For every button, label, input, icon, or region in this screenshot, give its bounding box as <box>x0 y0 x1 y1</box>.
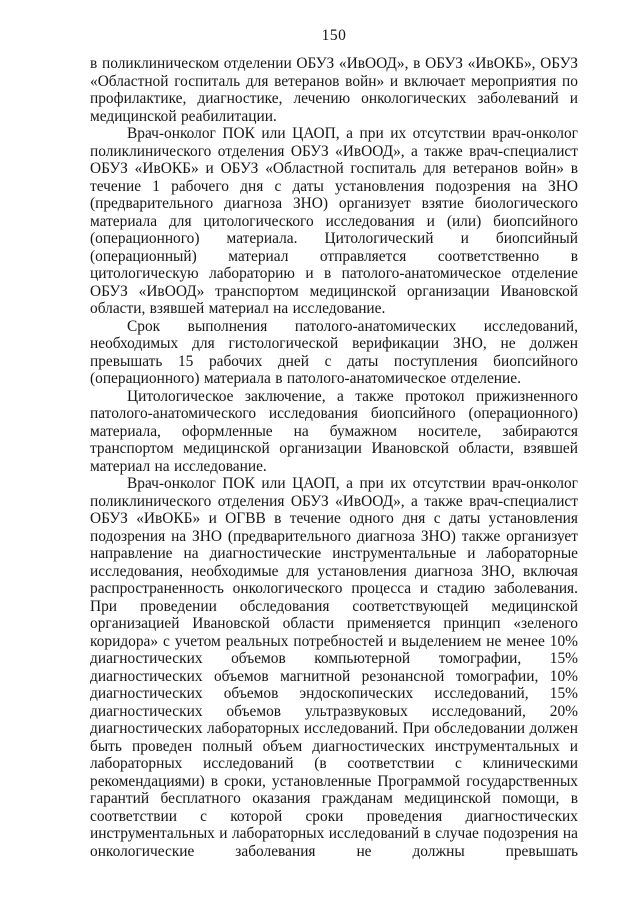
paragraph: Срок выполнения патолого-анатомических исследований, необходимых для гистологической верификации ЗНО, не должен превышать 15 рабочих дней с даты поступления биопсийного (операционного) материала в патолого-анатомическое отделение. <box>90 317 578 387</box>
paragraph-incomplete: Врач-онколог ПОК или ЦАОП, а при их отсутствии врач-онколог поликлинического отделения ОБУЗ «ИвООД», а также врач-специалист ОБУЗ «ИвОКБ» и ОГВВ в течение одного дня с даты установления подозрения на ЗНО (предварительного диагноза ЗНО) также организует направление на диагностические инструментальные и лабораторные исследования, необходимые для установления диагноза ЗНО, включая распространенность онкологического процесса и стадию заболевания. При проведении обследования соответствующей медицинской организацией Ивановской области применяется принцип «зеленого коридора» с учетом реальных потребностей и выделением не менее 10% диагностических объемов компьютерной томографии, 15% диагностических объемов магнитной резонансной томографии, 10% диагностических объемов эндоскопических исследований, 15% диагностических объемов ультразвуковых исследований, 20% диагностических лабораторных исследований. При обследовании должен быть проведен полный объем диагностических инструментальных и лабораторных исследований (в соответствии с клиническими рекомендациями) в сроки, установленные Программой государственных гарантий бесплатного оказания гражданам медицинской помощи, в соответствии с которой сроки проведения диагностических инструментальных и лабораторных исследований в случае подозрения на онкологические заболевания не должны превышать <box>90 475 578 860</box>
paragraph: Врач-онколог ПОК или ЦАОП, а при их отсутствии врач-онколог поликлинического отделения ОБУЗ «ИвООД», а также врач-специалист ОБУЗ «ИвОКБ» и ОБУЗ «Областной госпиталь для ветеранов войн» в течение 1 рабочего дня с даты установления подозрения на ЗНО (предварительного диагноза ЗНО) организует взятие биологического материала для цитологического исследования и (или) биопсийного (операционного) материала. Цитологический и биопсийный (операционный) материал отправляется соответственно в цитологическую лабораторию и в патолого-анатомическое отделение ОБУЗ «ИвООД» транспортом медицинской организации Ивановской области, взявшей материал на исследование. <box>90 125 578 317</box>
document-body <box>90 55 578 860</box>
paragraph-continuation: в поликлиническом отделении ОБУЗ «ИвООД», в ОБУЗ «ИвОКБ», ОБУЗ «Областной госпиталь для ветеранов войн» и включает мероприятия по профилактике, диагностике, лечению онкологических заболеваний и медицинской реабилитации. <box>90 55 578 125</box>
paragraph: Цитологическое заключение, а также протокол прижизненного патолого-анатомического исследования биопсийного (операционного) материала, оформленные на бумажном носителе, забираются транспортом медицинской организации Ивановской области, взявшей материал на исследование. <box>90 387 578 475</box>
page-number: 150 <box>321 27 347 44</box>
